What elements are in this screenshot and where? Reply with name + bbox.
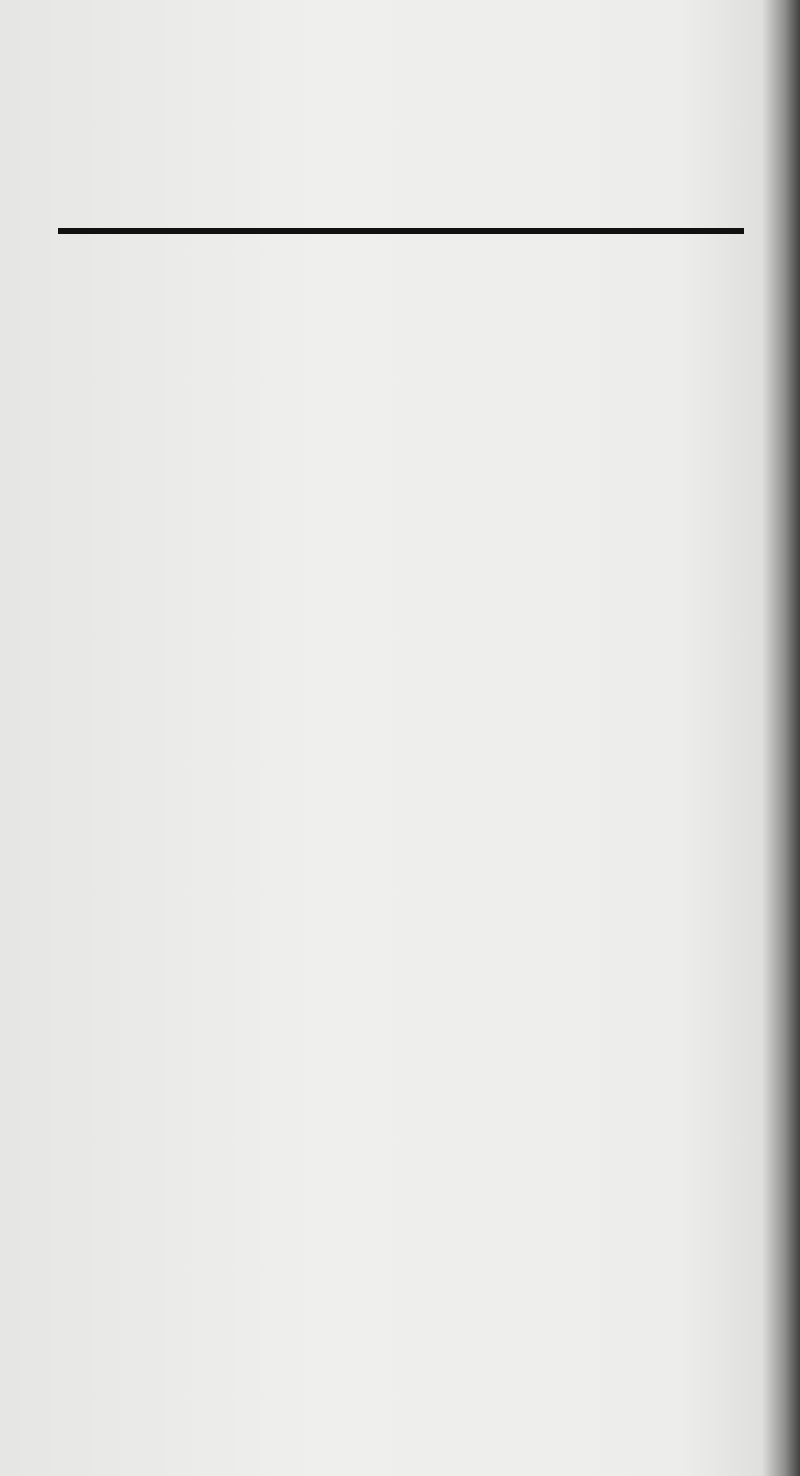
page-edge-shadow <box>762 0 800 1476</box>
horizontal-rule <box>58 228 744 234</box>
page-header <box>62 84 742 128</box>
